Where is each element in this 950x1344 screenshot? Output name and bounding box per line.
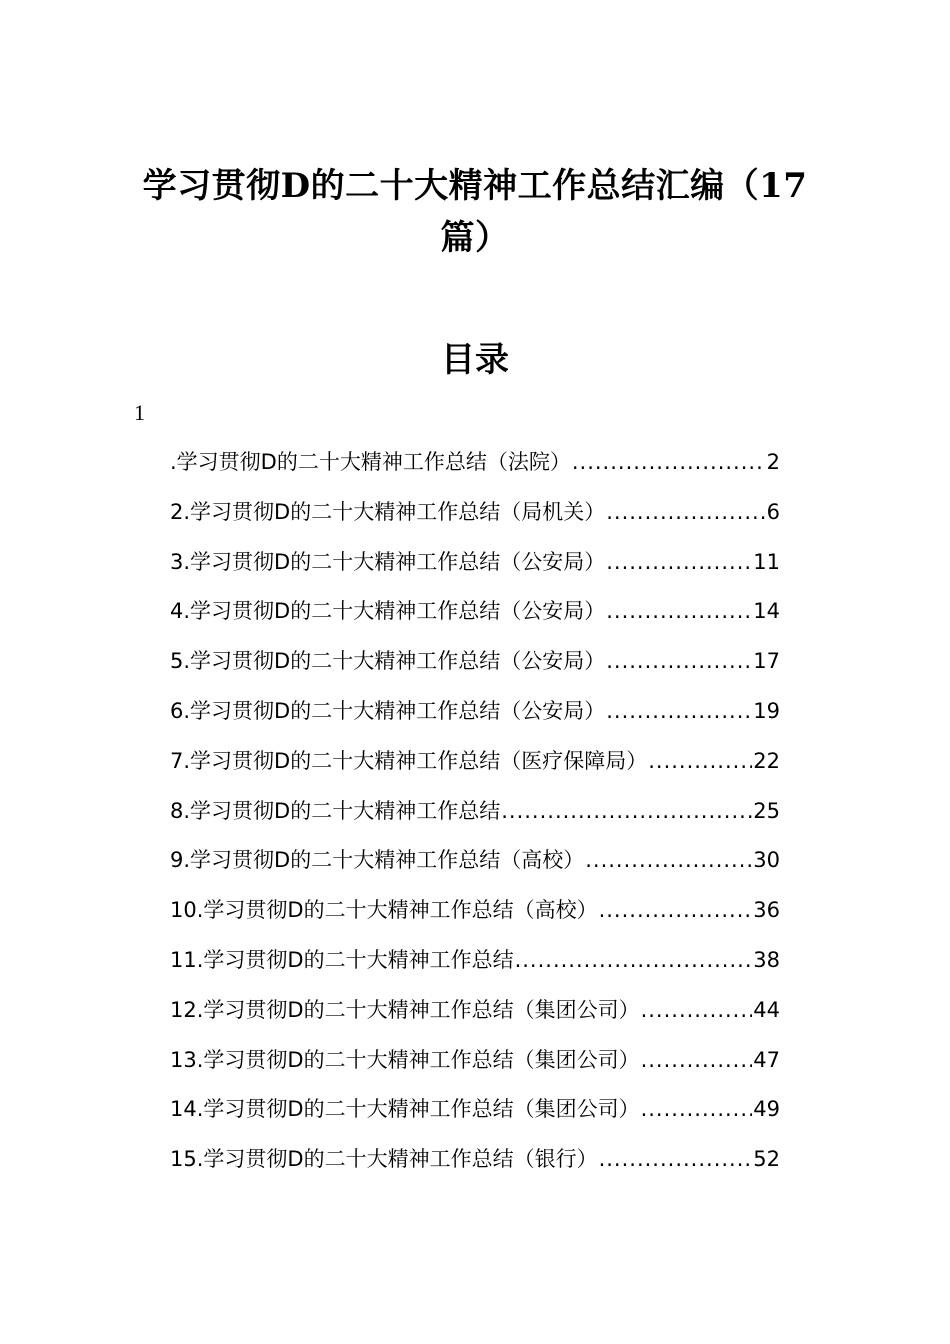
toc-entry-label: .学习贯彻D的二十大精神工作总结（法院）	[170, 450, 571, 474]
toc-entry[interactable]	[170, 442, 780, 492]
toc-page-number: 25	[753, 798, 780, 823]
toc-heading: 目录	[441, 340, 509, 380]
toc-dot-leader	[515, 940, 753, 980]
toc-page-number: 36	[753, 898, 780, 923]
toc-page-number: 17	[753, 649, 780, 674]
toc-dot-leader	[641, 1040, 753, 1080]
toc-page-number: 30	[753, 848, 780, 873]
toc-entry[interactable]	[170, 1089, 780, 1139]
toc-entry[interactable]	[170, 1040, 780, 1090]
toc-page-number: 52	[753, 1147, 780, 1172]
toc-dot-leader	[606, 641, 752, 681]
toc-entry-label: 6.学习贯彻D的二十大精神工作总结（公安局）	[170, 698, 606, 723]
toc-entry-label: 7.学习贯彻D的二十大精神工作总结（医疗保障局）	[170, 748, 648, 773]
toc-entry[interactable]	[170, 591, 780, 641]
toc-dot-leader	[572, 442, 766, 482]
toc-entry-label: 14.学习贯彻D的二十大精神工作总结（集团公司）	[170, 1097, 640, 1122]
toc-dot-leader	[585, 840, 752, 880]
toc-dot-leader	[606, 591, 752, 631]
toc-page-number: 22	[753, 748, 780, 773]
toc-entry-label: 4.学习贯彻D的二十大精神工作总结（公安局）	[170, 599, 606, 624]
toc-page-number: 11	[753, 549, 780, 574]
toc-dot-leader	[648, 741, 752, 781]
toc-dot-leader	[606, 492, 765, 532]
document-title-line-2: 篇）	[440, 218, 510, 258]
toc-entry[interactable]	[170, 890, 780, 940]
toc-page-number: 19	[753, 698, 780, 723]
toc-entry-label: 8.学习贯彻D的二十大精神工作总结	[170, 798, 501, 823]
toc-entry-label: 10.学习贯彻D的二十大精神工作总结（高校）	[170, 898, 598, 923]
toc-entry[interactable]	[170, 840, 780, 890]
toc-entry-label: 5.学习贯彻D的二十大精神工作总结（公安局）	[170, 649, 606, 674]
toc-dot-leader	[641, 1089, 753, 1129]
table-of-contents	[170, 442, 780, 1189]
toc-dot-leader	[606, 542, 752, 582]
toc-entry-label: 12.学习贯彻D的二十大精神工作总结（集团公司）	[170, 997, 640, 1022]
toc-page-number: 2	[766, 450, 780, 474]
toc-dot-leader	[599, 890, 753, 930]
document-title	[110, 160, 840, 264]
toc-dot-leader	[641, 990, 753, 1030]
toc-entry[interactable]	[170, 990, 780, 1040]
toc-entry[interactable]	[170, 691, 780, 741]
toc-entry-label: 15.学习贯彻D的二十大精神工作总结（银行）	[170, 1147, 598, 1172]
toc-entry[interactable]	[170, 1139, 780, 1189]
toc-entry-label: 9.学习贯彻D的二十大精神工作总结（高校）	[170, 848, 585, 873]
toc-dot-leader	[501, 791, 752, 831]
toc-page-number: 6	[766, 499, 780, 524]
toc-page-number: 44	[753, 997, 780, 1022]
toc-page-number: 49	[753, 1097, 780, 1122]
toc-first-entry-number: 1	[134, 400, 145, 425]
toc-entry[interactable]	[170, 492, 780, 542]
toc-entry[interactable]	[170, 542, 780, 592]
toc-entry-label: 3.学习贯彻D的二十大精神工作总结（公安局）	[170, 549, 606, 574]
toc-entry[interactable]	[170, 641, 780, 691]
toc-entry[interactable]	[170, 791, 780, 841]
toc-entry-label: 13.学习贯彻D的二十大精神工作总结（集团公司）	[170, 1047, 640, 1072]
document-title-line-1: 学习贯彻D的二十大精神工作总结汇编（17	[142, 166, 808, 206]
toc-entry-label: 2.学习贯彻D的二十大精神工作总结（局机关）	[170, 499, 606, 524]
toc-entry[interactable]	[170, 741, 780, 791]
toc-page-number: 47	[753, 1047, 780, 1072]
toc-dot-leader	[599, 1139, 753, 1179]
toc-page-number: 14	[753, 599, 780, 624]
toc-entry[interactable]	[170, 940, 780, 990]
toc-dot-leader	[606, 691, 752, 731]
toc-page-number: 38	[753, 947, 780, 972]
toc-entry-label: 11.学习贯彻D的二十大精神工作总结	[170, 947, 514, 972]
